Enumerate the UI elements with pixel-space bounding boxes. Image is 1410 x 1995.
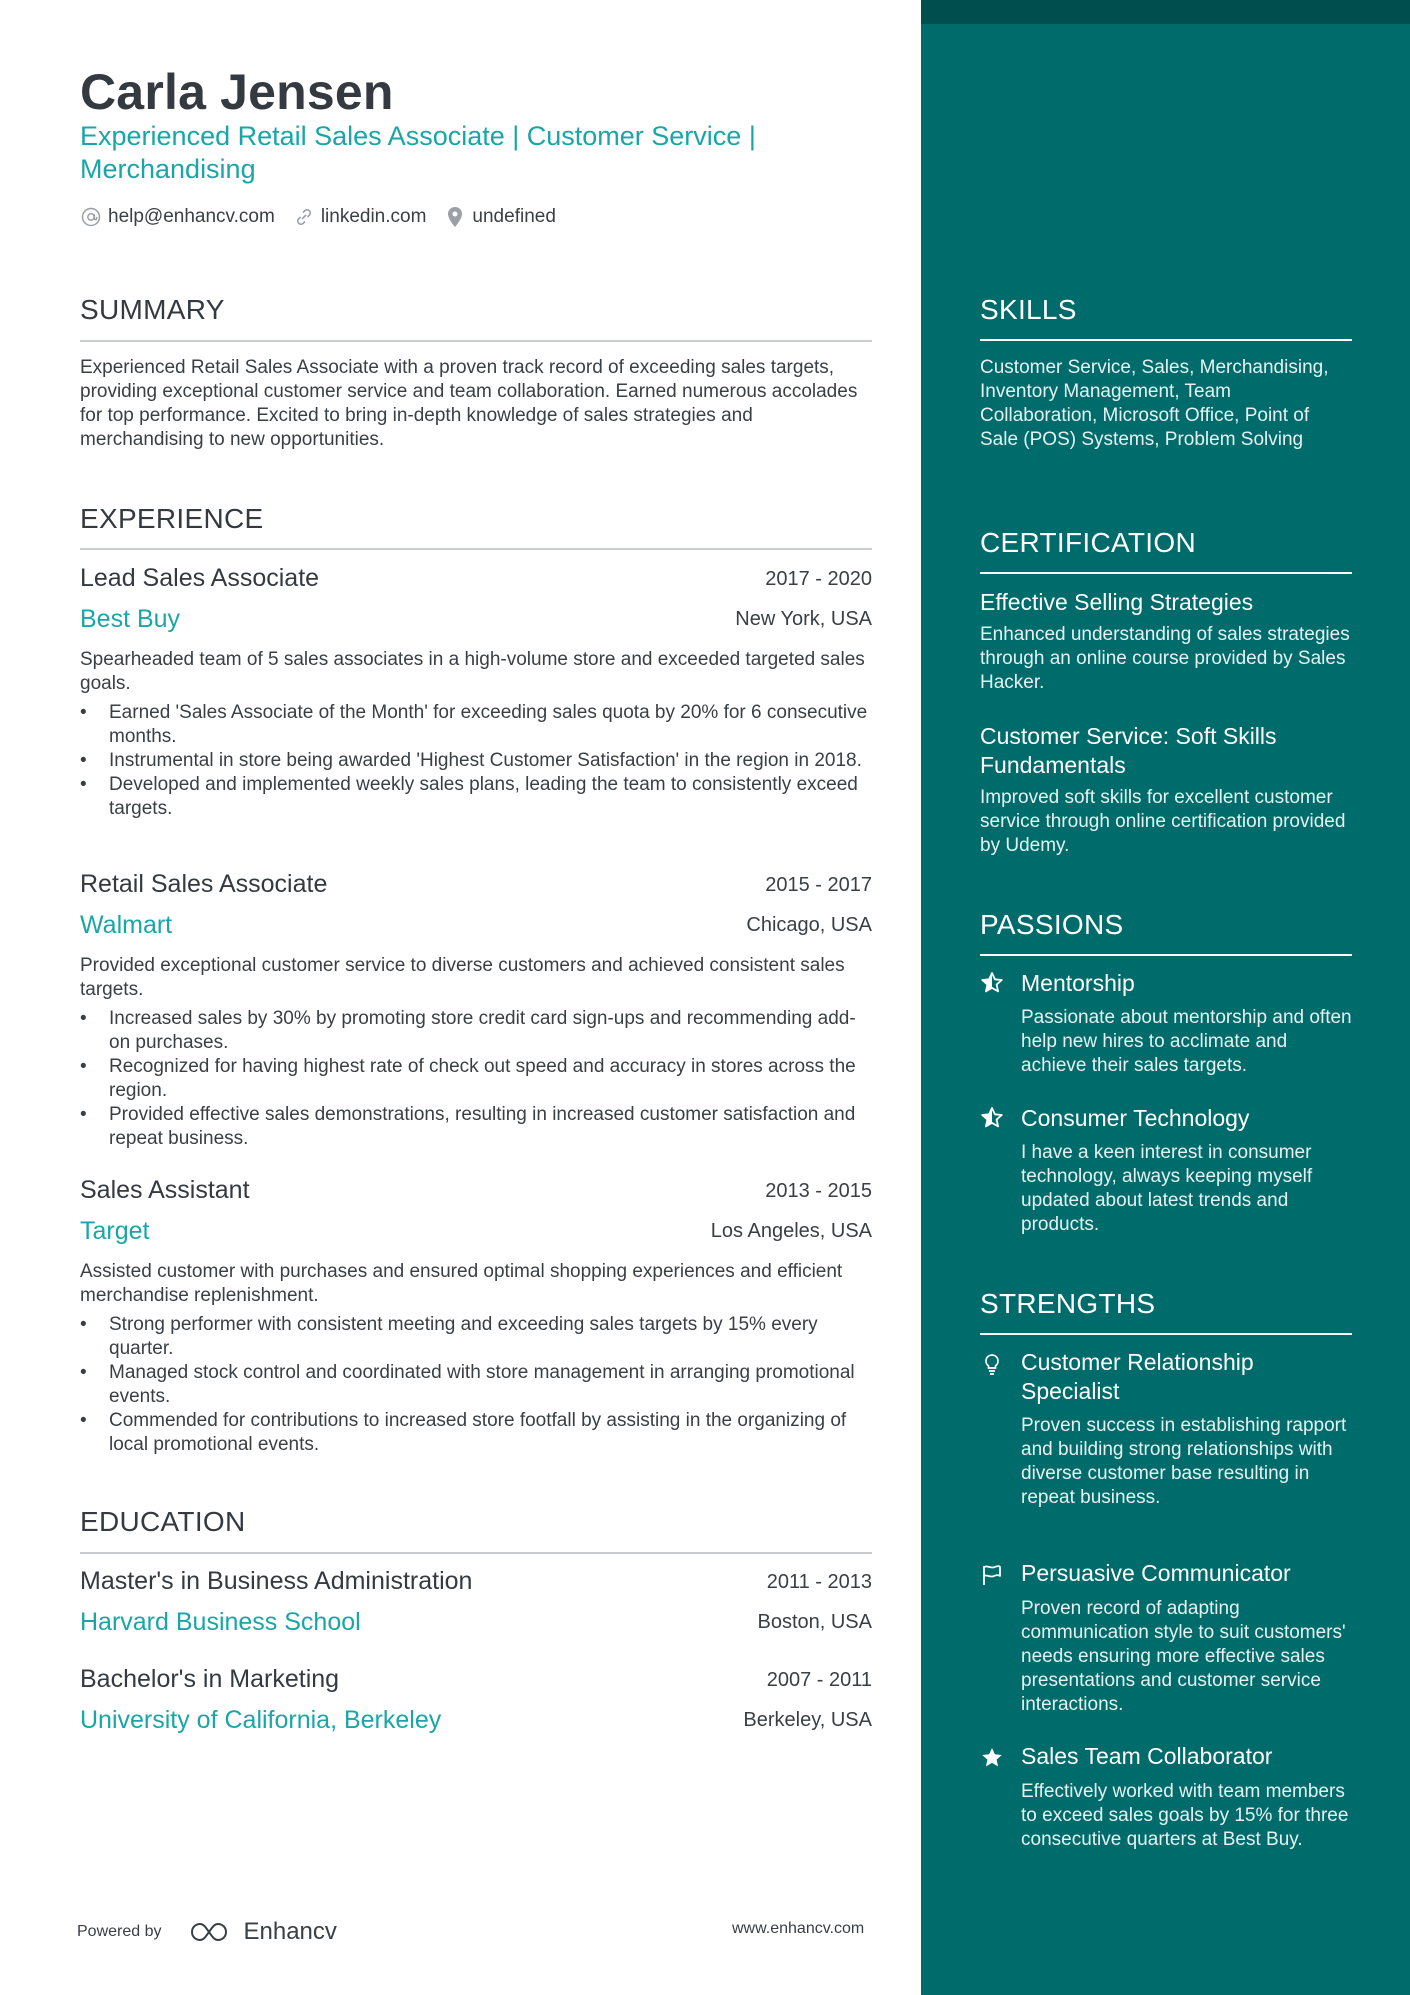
contact-row bbox=[80, 206, 574, 228]
summary-heading: SUMMARY bbox=[80, 294, 225, 325]
passion-title: Consumer Technology bbox=[1021, 1105, 1250, 1131]
strength-title: Customer Relationship Specialist bbox=[1021, 1349, 1254, 1404]
strength-title: Persuasive Communicator bbox=[1021, 1560, 1291, 1586]
star-icon bbox=[980, 1746, 1004, 1770]
job-location: New York, USA bbox=[735, 608, 872, 630]
footer-branding bbox=[77, 1918, 337, 1946]
powered-by-label: Powered by bbox=[77, 1923, 162, 1940]
list-item: • Commended for contributions to increased store footfall by assisting in the organizing of local promotional events. bbox=[80, 1409, 872, 1457]
at-icon bbox=[80, 206, 102, 228]
enhancv-logo-icon bbox=[188, 1920, 236, 1944]
sidebar-top-band bbox=[921, 0, 1410, 24]
education-degree: Master's in Business Administration bbox=[80, 1567, 473, 1595]
experience-divider bbox=[80, 548, 872, 550]
job-role: Lead Sales Associate bbox=[80, 564, 320, 592]
lightbulb-icon bbox=[980, 1352, 1004, 1376]
sidebar bbox=[921, 0, 1410, 1995]
education-school: Harvard Business School bbox=[80, 1608, 361, 1636]
contact-linkedin[interactable] bbox=[293, 206, 427, 228]
contact-linkedin-text: linkedin.com bbox=[320, 206, 427, 227]
education-location: Boston, USA bbox=[757, 1611, 872, 1633]
certification-desc: Enhanced understanding of sales strategies through an online course provided by Sales Hacker. bbox=[980, 624, 1350, 693]
job-bullets bbox=[80, 1313, 872, 1457]
job-location: Chicago, USA bbox=[746, 914, 872, 936]
education-dates: 2011 - 2013 bbox=[766, 1571, 872, 1593]
summary-text: Experienced Retail Sales Associate with a proven track record of exceeding sales targets, providing exceptional customer service and team collaboration. Earned numerous accolades for top performance. Excited to bring in-depth knowledge of sales strategies and merchandising to new opportunities. bbox=[80, 357, 858, 450]
strength-desc: Proven success in establishing rapport and building strong relationships with diverse customer base resulting in repeat business. bbox=[1021, 1415, 1347, 1508]
education-degree: Bachelor's in Marketing bbox=[80, 1665, 340, 1693]
summary-divider bbox=[80, 340, 872, 342]
list-item: • Strong performer with consistent meeting and exceeding sales targets by 15% every quarter. bbox=[80, 1313, 872, 1361]
certification-title: Effective Selling Strategies bbox=[980, 589, 1254, 615]
education-school: University of California, Berkeley bbox=[80, 1706, 442, 1734]
education-heading: EDUCATION bbox=[80, 1506, 246, 1537]
job-company: Best Buy bbox=[80, 605, 181, 633]
enhancv-logo-text: Enhancv bbox=[243, 1918, 337, 1945]
passion-title: Mentorship bbox=[1021, 970, 1135, 996]
passion-desc: I have a keen interest in consumer technology, always keeping myself updated about latest trends and products. bbox=[1021, 1142, 1313, 1235]
certification-divider bbox=[980, 572, 1352, 574]
skills-heading: SKILLS bbox=[980, 294, 1077, 325]
education-location: Berkeley, USA bbox=[743, 1709, 872, 1731]
job-dates: 2017 - 2020 bbox=[765, 568, 872, 590]
list-item: • Recognized for having highest rate of check out speed and accuracy in stores across the region. bbox=[80, 1055, 872, 1103]
flag-icon bbox=[980, 1563, 1004, 1587]
job-role: Sales Assistant bbox=[80, 1176, 250, 1204]
contact-location-text: undefined bbox=[472, 206, 556, 227]
strengths-heading: STRENGTHS bbox=[980, 1288, 1156, 1319]
job-company: Walmart bbox=[80, 911, 173, 939]
certification-heading: CERTIFICATION bbox=[980, 527, 1196, 558]
passion-desc: Passionate about mentorship and often help new hires to acclimate and achieve their sales targets. bbox=[1021, 1007, 1352, 1076]
list-item: • Provided effective sales demonstrations, resulting in increased customer satisfaction and repeat business. bbox=[80, 1103, 872, 1151]
job-description: Assisted customer with purchases and ensured optimal shopping experiences and efficient merchandise replenishment. bbox=[80, 1261, 843, 1306]
job-dates: 2013 - 2015 bbox=[765, 1180, 872, 1202]
skills-divider bbox=[980, 339, 1352, 341]
contact-email[interactable] bbox=[80, 206, 275, 228]
education-dates: 2007 - 2011 bbox=[766, 1669, 872, 1691]
list-item: • Instrumental in store being awarded 'Highest Customer Satisfaction' in the region in 2018. bbox=[80, 749, 872, 773]
education-divider bbox=[80, 1552, 872, 1554]
job-company: Target bbox=[80, 1217, 150, 1245]
contact-location bbox=[444, 206, 555, 228]
list-item: • Increased sales by 30% by promoting store credit card sign-ups and recommending add-on purchases. bbox=[80, 1007, 872, 1055]
strengths-divider bbox=[980, 1333, 1352, 1335]
experience-heading: EXPERIENCE bbox=[80, 503, 264, 534]
contact-email-text: help@enhancv.com bbox=[108, 206, 275, 227]
list-item: • Earned 'Sales Associate of the Month' for exceeding sales quota by 20% for 6 consecutive months. bbox=[80, 701, 872, 749]
job-location: Los Angeles, USA bbox=[710, 1220, 872, 1242]
strength-title: Sales Team Collaborator bbox=[1021, 1743, 1273, 1769]
certification-title: Customer Service: Soft Skills Fundamentals bbox=[980, 723, 1277, 778]
candidate-subtitle: Experienced Retail Sales Associate | Customer Service | Merchandising bbox=[80, 121, 756, 184]
enhancv-logo[interactable] bbox=[188, 1918, 337, 1946]
job-description: Spearheaded team of 5 sales associates in a high-volume store and exceeded targeted sales goals. bbox=[80, 649, 865, 694]
strength-desc: Effectively worked with team members to exceed sales goals by 15% for three consecutive quarters at Best Buy. bbox=[1021, 1781, 1349, 1850]
job-dates: 2015 - 2017 bbox=[765, 874, 872, 896]
job-bullets bbox=[80, 1007, 872, 1151]
passions-divider bbox=[980, 954, 1352, 956]
job-description: Provided exceptional customer service to diverse customers and achieved consistent sales targets. bbox=[80, 955, 845, 1000]
link-icon bbox=[293, 206, 315, 228]
location-pin-icon bbox=[444, 206, 466, 228]
half-star-icon bbox=[980, 971, 1004, 995]
certification-desc: Improved soft skills for excellent customer service through online certification provided by Udemy. bbox=[980, 787, 1346, 856]
list-item: • Managed stock control and coordinated with store management in arranging promotional events. bbox=[80, 1361, 872, 1409]
passions-heading: PASSIONS bbox=[980, 909, 1124, 940]
skills-text: Customer Service, Sales, Merchandising, Inventory Management, Team Collaboration, Microsoft Office, Point of Sale (POS) Systems, Problem Solving bbox=[980, 357, 1329, 450]
half-star-icon bbox=[980, 1106, 1004, 1130]
footer-url[interactable]: www.enhancv.com bbox=[732, 1920, 865, 1937]
strength-desc: Proven record of adapting communication style to suit customers' needs ensuring more effective sales presentations and customer service interactions. bbox=[1021, 1598, 1346, 1715]
job-role: Retail Sales Associate bbox=[80, 870, 328, 898]
job-bullets bbox=[80, 701, 872, 821]
candidate-name: Carla Jensen bbox=[80, 64, 394, 120]
list-item: • Developed and implemented weekly sales plans, leading the team to consistently exceed targets. bbox=[80, 773, 872, 821]
